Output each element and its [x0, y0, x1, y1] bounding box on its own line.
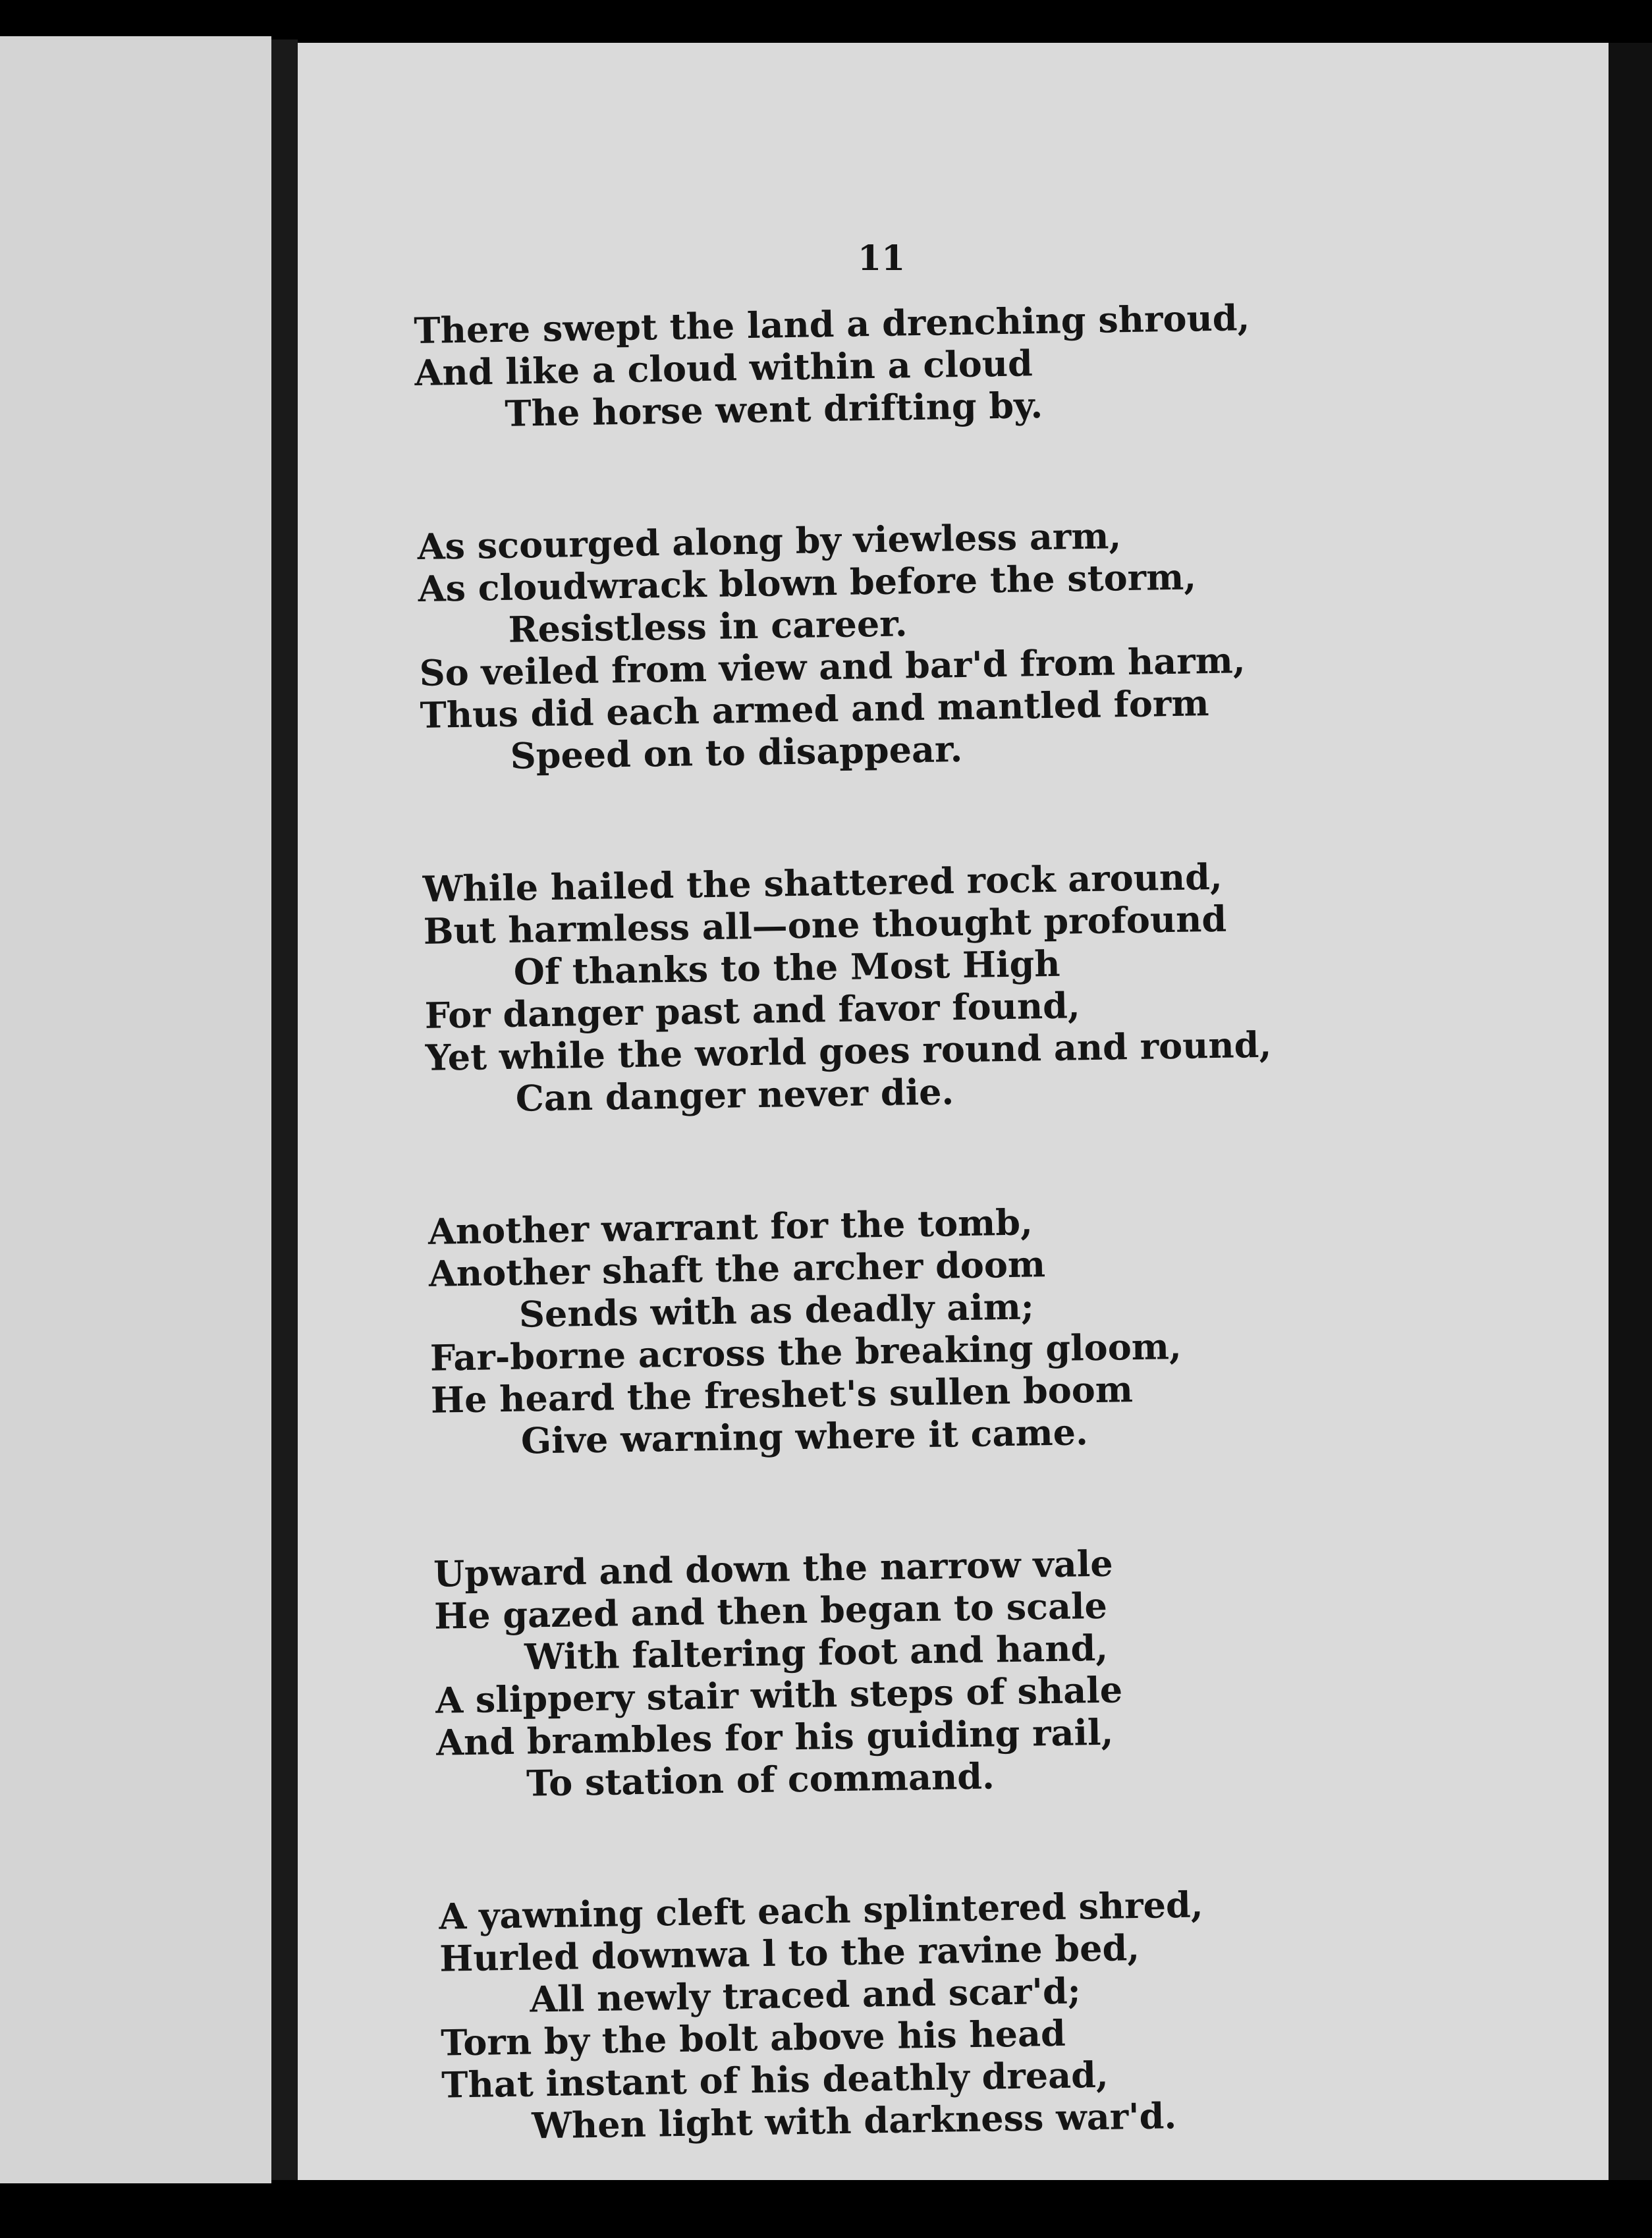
stanza-2 [417, 511, 1356, 778]
poem-line: For danger past and favor found, [424, 984, 1081, 1037]
poem-line: Far-borne across the breaking gloom, [429, 1324, 1182, 1379]
poem-line: There swept the land a drenching shroud, [414, 296, 1250, 352]
stanza-1 [414, 295, 1351, 436]
poem-line: That instant of his deathly dread, [441, 2053, 1109, 2106]
poem-line: Of thanks to the Most High [513, 942, 1060, 993]
poem-line: Torn by the bolt above his head [440, 2011, 1066, 2064]
poem-line: And brambles for his guiding rail, [435, 1710, 1114, 1764]
poem-line: When light with darkness war'd. [531, 2094, 1177, 2147]
left-page [0, 36, 271, 2183]
poem-line: As cloudwrack blown before the storm, [418, 555, 1197, 610]
poem-line: As scourged along by viewless arm, [417, 514, 1122, 568]
stanza-3 [422, 854, 1362, 1121]
poem-line: Sends with as deadly aim; [518, 1285, 1035, 1336]
poem-line: Upward and down the narrow vale [433, 1542, 1114, 1595]
poem-line: Another warrant for the tomb, [427, 1201, 1033, 1253]
stanza-6 [439, 1880, 1378, 2148]
poem-line: A yawning cleft each splintered shred, [438, 1883, 1203, 1938]
poem-line: Resistless in career. [508, 602, 908, 651]
poem-line: Another shaft the archer doom [428, 1243, 1046, 1295]
stanza-4 [427, 1196, 1367, 1463]
poem-line: Yet while the world goes round and round, [425, 1023, 1272, 1079]
poem-line: He heard the freshet's sullen boom [430, 1368, 1134, 1421]
poem-line: Speed on to disappear. [510, 727, 963, 777]
page-edge [1609, 43, 1652, 2180]
poem-line: A slippery stair with steps of shale [435, 1668, 1123, 1722]
poem-line: So veiled from view and bar'd from harm, [419, 639, 1246, 694]
poem-line: Give warning where it came. [520, 1411, 1089, 1462]
poem-line: To station of command. [526, 1755, 995, 1805]
poem-line: But harmless all—one thought profound [423, 897, 1227, 952]
stanza-5 [433, 1538, 1373, 1805]
page-number: 11 [858, 238, 906, 279]
poem-line: All newly traced and scar'd; [529, 1969, 1082, 2021]
poem-line: Hurled downwa l to the ravine bed, [439, 1926, 1140, 1980]
poem-line: Thus did each armed and mantled form [420, 682, 1209, 736]
book-gutter [271, 40, 298, 2180]
poem-line: He gazed and then began to scale [433, 1584, 1108, 1637]
poem-line: Can danger never die. [515, 1070, 954, 1120]
poem-line: While hailed the shattered rock around, [422, 855, 1223, 910]
poem-line: With faltering foot and hand, [524, 1626, 1109, 1678]
poem-line: And like a cloud within a cloud [414, 342, 1033, 394]
poem [414, 295, 1379, 2238]
poem-line: The horse went drifting by. [504, 384, 1043, 435]
